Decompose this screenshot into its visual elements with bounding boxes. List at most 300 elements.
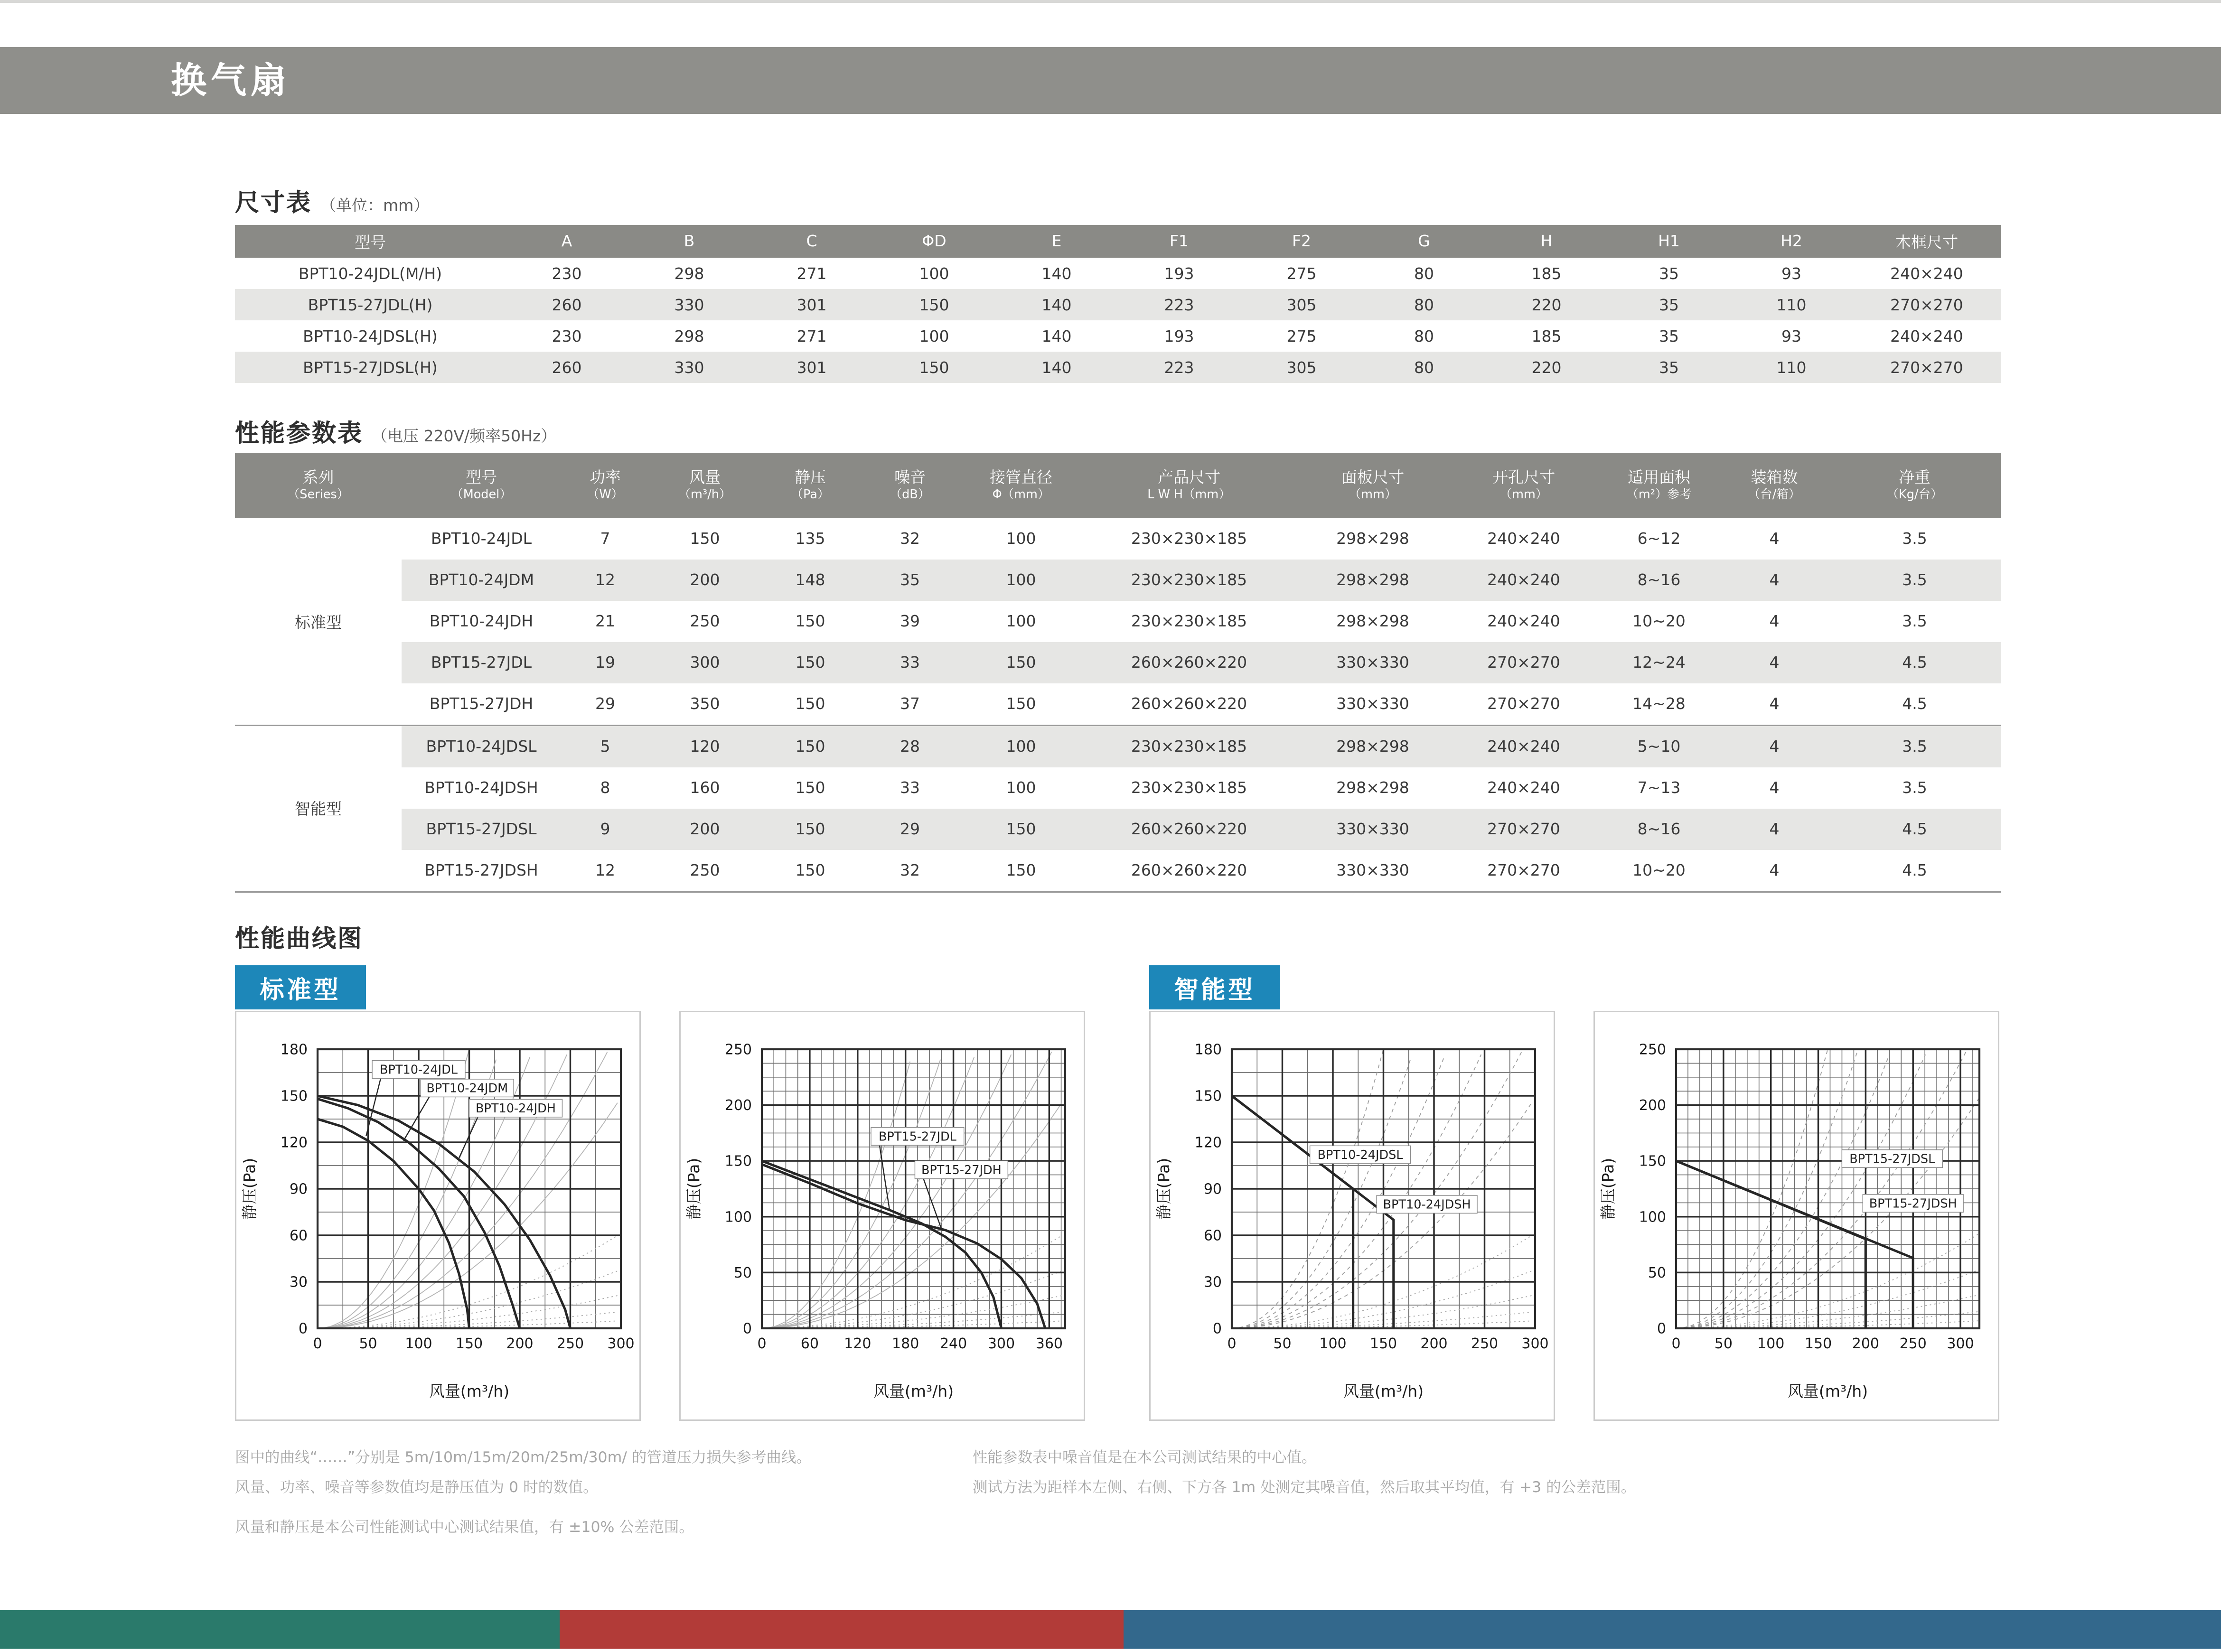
table-cell: 330 <box>674 295 704 314</box>
svg-text:120: 120 <box>844 1335 872 1352</box>
column-header: H2 <box>1781 232 1802 251</box>
svg-text:0: 0 <box>1657 1320 1666 1337</box>
svg-text:BPT10-24JDH: BPT10-24JDH <box>476 1101 556 1116</box>
table-cell: 100 <box>919 264 949 283</box>
table-cell: 100 <box>1006 612 1036 631</box>
table-cell: 230×230×185 <box>1131 737 1247 756</box>
grid <box>1676 1049 1979 1328</box>
table-cell: 4 <box>1769 530 1780 548</box>
table-cell: 250 <box>690 861 720 880</box>
table-cell: 220 <box>1531 358 1562 377</box>
table-cell: 270×270 <box>1487 861 1560 880</box>
table-cell: 240×240 <box>1487 612 1560 631</box>
column-header-line1: 净重 <box>1899 468 1930 487</box>
svg-text:100: 100 <box>1639 1209 1666 1226</box>
table-cell: 230×230×185 <box>1131 779 1247 797</box>
column-header <box>561 453 649 518</box>
major-grid <box>1232 1049 1535 1328</box>
table-cell: 8~16 <box>1637 571 1681 589</box>
svg-text:240: 240 <box>939 1335 967 1352</box>
table-cell: 150 <box>1006 653 1036 672</box>
table-cell: 298×298 <box>1336 612 1409 631</box>
svg-text:200: 200 <box>1852 1335 1880 1352</box>
column-header <box>402 453 561 518</box>
table-cell: 4 <box>1769 861 1780 880</box>
table-cell: 80 <box>1414 295 1434 314</box>
chart-smart-bpt15 <box>1593 1011 1999 1421</box>
svg-text:0: 0 <box>298 1320 308 1337</box>
note-line: 风量和静压是本公司性能测试中心测试结果值，有 ±10% 公差范围。 <box>235 1519 694 1536</box>
column-header <box>235 453 402 518</box>
svg-text:120: 120 <box>1194 1134 1222 1151</box>
table-cell: 110 <box>1776 358 1807 377</box>
svg-text:0: 0 <box>1671 1335 1681 1352</box>
table-cell: 298×298 <box>1336 779 1409 797</box>
table-row <box>402 518 2001 560</box>
y-axis-label: 静压(Pa) <box>240 1157 259 1220</box>
table-cell: 250 <box>690 612 720 631</box>
column-header-line1: 噪音 <box>894 468 926 487</box>
table-cell: 150 <box>795 861 825 880</box>
table-row <box>402 560 2001 601</box>
table-cell: BPT15-27JDL <box>431 653 532 672</box>
table-cell: 150 <box>1006 861 1036 880</box>
table-cell: 35 <box>1659 264 1679 283</box>
table-cell: 80 <box>1414 264 1434 283</box>
table-cell: 39 <box>900 612 920 631</box>
table-cell: 3.5 <box>1902 571 1927 589</box>
table-cell: 14~28 <box>1632 695 1686 713</box>
table-cell: 230×230×185 <box>1131 571 1247 589</box>
curve-labels <box>1310 1146 1477 1213</box>
grid <box>762 1049 1065 1328</box>
svg-text:0: 0 <box>757 1335 767 1352</box>
svg-text:BPT15-27JDSL: BPT15-27JDSL <box>1849 1152 1935 1167</box>
table-row <box>402 683 2001 725</box>
page-header <box>0 47 2221 114</box>
svg-text:250: 250 <box>724 1041 752 1058</box>
table-cell: 260×260×220 <box>1131 695 1247 713</box>
column-header-line2: （Series） <box>287 487 349 502</box>
table-row <box>402 850 2001 891</box>
table-cell: BPT10-24JDSH <box>424 779 538 797</box>
svg-text:150: 150 <box>280 1088 308 1105</box>
note-line: 测试方法为距样本左侧、右侧、下方各 1m 处测定其噪音值，然后取其平均值，有 +3 的公差范围。 <box>973 1479 1636 1496</box>
column-header: F2 <box>1292 232 1311 251</box>
table-cell: 140 <box>1041 264 1072 283</box>
footer-color-bar <box>0 1610 2221 1649</box>
table-cell: 10~20 <box>1632 861 1686 880</box>
column-header-line2: （W） <box>587 487 624 502</box>
svg-text:200: 200 <box>724 1097 752 1114</box>
table-cell: 305 <box>1286 358 1317 377</box>
table-cell: 240×240 <box>1487 530 1560 548</box>
table-cell: 200 <box>690 820 720 839</box>
table-cell: 260 <box>552 358 582 377</box>
table-row <box>402 725 2001 767</box>
table-cell: 223 <box>1164 295 1194 314</box>
table-cell: 100 <box>1006 571 1036 589</box>
table-cell: 37 <box>900 695 920 713</box>
table-cell: 100 <box>1006 530 1036 548</box>
svg-text:100: 100 <box>1757 1335 1785 1352</box>
note-line: 风量、功率、噪音等参数值均是静压值为 0 时的数值。 <box>235 1479 598 1496</box>
table-cell: 305 <box>1286 295 1317 314</box>
table-cell: 140 <box>1041 295 1072 314</box>
svg-text:50: 50 <box>1273 1335 1292 1352</box>
column-header-line2: （mm） <box>1349 487 1397 502</box>
svg-text:250: 250 <box>1639 1041 1666 1058</box>
table-cell: 8~16 <box>1637 820 1681 839</box>
chart-svg <box>236 1012 639 1419</box>
column-header-line2: （mm） <box>1499 487 1548 502</box>
column-header <box>1082 453 1296 518</box>
table-cell: 200 <box>690 571 720 589</box>
column-header-line2: Φ（mm） <box>992 487 1050 502</box>
x-axis-label: 风量(m³/h) <box>429 1382 510 1400</box>
table-cell: 4 <box>1769 653 1780 672</box>
column-header: E <box>1051 232 1062 251</box>
table-cell: 12 <box>595 571 615 589</box>
table-cell: 28 <box>900 737 920 756</box>
svg-text:90: 90 <box>289 1181 308 1198</box>
table-cell: 298 <box>674 264 704 283</box>
svg-text:50: 50 <box>1714 1335 1733 1352</box>
table-cell: BPT10-24JDL(M/H) <box>298 264 442 283</box>
table-cell: BPT15-27JDL(H) <box>308 295 433 314</box>
table-cell: 3.5 <box>1902 779 1927 797</box>
column-header <box>1450 453 1598 518</box>
table-cell: 240×240 <box>1890 327 1963 345</box>
svg-text:BPT15-27JDL: BPT15-27JDL <box>878 1129 956 1144</box>
svg-text:90: 90 <box>1203 1181 1222 1198</box>
column-header: 木框尺寸 <box>1895 233 1958 252</box>
table-cell: 5 <box>600 737 610 756</box>
table-row <box>235 320 2001 352</box>
svg-text:200: 200 <box>1420 1335 1448 1352</box>
svg-text:60: 60 <box>1203 1227 1222 1244</box>
table-cell: 240×240 <box>1487 779 1560 797</box>
table-cell: 230×230×185 <box>1131 530 1247 548</box>
column-header: C <box>806 232 817 251</box>
table-cell: 110 <box>1776 295 1807 314</box>
svg-text:0: 0 <box>313 1335 322 1352</box>
svg-text:360: 360 <box>1035 1335 1063 1352</box>
table-row <box>402 642 2001 683</box>
svg-text:200: 200 <box>1639 1097 1666 1114</box>
table-cell: 150 <box>1006 695 1036 713</box>
table-cell: 4 <box>1769 571 1780 589</box>
svg-text:BPT15-27JDSH: BPT15-27JDSH <box>1869 1196 1957 1211</box>
table-cell: 275 <box>1286 264 1317 283</box>
column-header-line1: 功率 <box>590 468 621 487</box>
table-cell: 350 <box>690 695 720 713</box>
svg-text:150: 150 <box>1194 1088 1222 1105</box>
table-cell: 12 <box>595 861 615 880</box>
column-header-line1: 开孔尺寸 <box>1492 468 1555 487</box>
table-row <box>402 601 2001 642</box>
table-row <box>235 258 2001 289</box>
table-cell: 8 <box>600 779 610 797</box>
chart-svg <box>1151 1012 1554 1419</box>
table-cell: 193 <box>1164 327 1194 345</box>
table-cell: 330×330 <box>1336 861 1409 880</box>
column-header-line2: L W H（mm） <box>1147 487 1231 502</box>
table-cell: 330×330 <box>1336 820 1409 839</box>
table-cell: 150 <box>1006 820 1036 839</box>
svg-text:30: 30 <box>289 1274 308 1291</box>
column-header-line1: 系列 <box>302 468 334 487</box>
table-cell: 230 <box>552 327 582 345</box>
table-cell: 35 <box>1659 327 1679 345</box>
table-cell: 35 <box>1659 358 1679 377</box>
column-header: H <box>1540 232 1553 251</box>
svg-text:60: 60 <box>289 1227 308 1244</box>
table-cell: BPT10-24JDH <box>429 612 534 631</box>
table-cell: 300 <box>690 653 720 672</box>
svg-text:300: 300 <box>1947 1335 1974 1352</box>
svg-text:0: 0 <box>1212 1320 1222 1337</box>
svg-text:50: 50 <box>733 1264 752 1281</box>
table-cell: 32 <box>900 530 920 548</box>
table-cell: 3.5 <box>1902 612 1927 631</box>
page-title: 换气扇 <box>171 60 291 101</box>
chart-standard-bpt10 <box>235 1011 641 1421</box>
table-cell: 275 <box>1286 327 1317 345</box>
table-cell: 150 <box>919 295 949 314</box>
table-cell: BPT15-27JDSL <box>426 820 537 839</box>
y-axis-label: 静压(Pa) <box>1154 1157 1173 1220</box>
svg-text:BPT15-27JDH: BPT15-27JDH <box>921 1163 1002 1178</box>
table-cell: 19 <box>595 653 615 672</box>
table-cell: 150 <box>795 779 825 797</box>
table-cell: 270×270 <box>1890 295 1963 314</box>
svg-text:30: 30 <box>1203 1274 1222 1291</box>
table-cell: 271 <box>797 327 827 345</box>
svg-text:50: 50 <box>359 1335 377 1352</box>
chart-standard-bpt15 <box>679 1011 1085 1421</box>
table-cell: 270×270 <box>1890 358 1963 377</box>
table-cell: 33 <box>900 779 920 797</box>
svg-text:150: 150 <box>455 1335 483 1352</box>
table-cell: 10~20 <box>1632 612 1686 631</box>
table-cell: 80 <box>1414 358 1434 377</box>
performance-rows <box>402 518 2001 891</box>
table-cell: 80 <box>1414 327 1434 345</box>
table-cell: 298×298 <box>1336 530 1409 548</box>
table-cell: 4 <box>1769 820 1780 839</box>
table-cell: 4.5 <box>1902 861 1927 880</box>
table-cell: 35 <box>1659 295 1679 314</box>
table-row <box>235 352 2001 383</box>
column-header-line1: 适用面积 <box>1628 468 1690 487</box>
dimensions-title: 尺寸表 <box>235 189 312 218</box>
table-cell: 330 <box>674 358 704 377</box>
section-title-performance <box>235 413 556 448</box>
table-cell: 160 <box>690 779 720 797</box>
table-cell: 12~24 <box>1632 653 1686 672</box>
table-cell: BPT10-24JDM <box>428 571 534 589</box>
column-header-line2: （dB） <box>890 487 930 502</box>
svg-text:300: 300 <box>987 1335 1015 1352</box>
table-cell: 150 <box>795 653 825 672</box>
svg-text:180: 180 <box>280 1041 308 1058</box>
table-cell: 21 <box>595 612 615 631</box>
table-cell: 29 <box>595 695 615 713</box>
table-cell: 140 <box>1041 327 1072 345</box>
svg-text:180: 180 <box>892 1335 919 1352</box>
table-cell: 3.5 <box>1902 530 1927 548</box>
column-header-line1: 产品尺寸 <box>1158 468 1220 487</box>
svg-text:180: 180 <box>1194 1041 1222 1058</box>
table-cell: 7~13 <box>1637 779 1681 797</box>
curve-labels <box>871 1128 1008 1229</box>
x-axis-label: 风量(m³/h) <box>1787 1382 1868 1400</box>
series-group-cell: 标准型 <box>235 518 402 725</box>
performance-table <box>235 453 2001 893</box>
table-cell: 29 <box>900 820 920 839</box>
series-column <box>235 518 402 891</box>
table-cell: 240×240 <box>1487 737 1560 756</box>
footer-bar-green <box>0 1610 560 1649</box>
table-row <box>402 809 2001 850</box>
performance-table-body <box>235 518 2001 893</box>
table-cell: 240×240 <box>1890 264 1963 283</box>
notes-left <box>235 1444 811 1543</box>
table-cell: 301 <box>797 295 827 314</box>
table-cell: 32 <box>900 861 920 880</box>
svg-text:BPT10-24JDSL: BPT10-24JDSL <box>1317 1148 1403 1163</box>
chart-smart-bpt10 <box>1149 1011 1555 1421</box>
svg-text:200: 200 <box>506 1335 534 1352</box>
section-title-curves <box>235 918 363 954</box>
svg-text:100: 100 <box>1319 1335 1347 1352</box>
note-line: 图中的曲线“……”分别是 5m/10m/15m/20m/25m/30m/ 的管道压力损失参考曲线。 <box>235 1449 811 1466</box>
column-header-line2: （Kg/台） <box>1886 487 1943 502</box>
y-axis-label: 静压(Pa) <box>1599 1157 1617 1220</box>
table-cell: 220 <box>1531 295 1562 314</box>
footer-bar-red <box>560 1610 1123 1649</box>
table-cell: 93 <box>1781 264 1801 283</box>
table-header-row <box>235 225 2001 258</box>
column-header <box>1828 453 2001 518</box>
column-header-line2: （Pa） <box>791 487 830 502</box>
table-cell: 4 <box>1769 779 1780 797</box>
table-cell: 5~10 <box>1637 737 1681 756</box>
table-cell: 135 <box>795 530 825 548</box>
svg-text:0: 0 <box>1227 1335 1237 1352</box>
table-cell: 301 <box>797 358 827 377</box>
table-cell: 120 <box>690 737 720 756</box>
svg-text:150: 150 <box>1639 1153 1666 1170</box>
table-cell: 298 <box>674 327 704 345</box>
table-cell: 150 <box>690 530 720 548</box>
table-cell: 298×298 <box>1336 737 1409 756</box>
svg-text:0: 0 <box>742 1320 752 1337</box>
table-cell: BPT15-27JDH <box>429 695 534 713</box>
table-cell: 150 <box>795 737 825 756</box>
svg-text:100: 100 <box>724 1209 752 1226</box>
table-cell: 270×270 <box>1487 820 1560 839</box>
table-cell: 271 <box>797 264 827 283</box>
table-cell: 100 <box>1006 779 1036 797</box>
table-cell: 35 <box>900 571 920 589</box>
svg-text:150: 150 <box>1369 1335 1397 1352</box>
table-cell: 150 <box>795 695 825 713</box>
table-cell: BPT10-24JDL <box>431 530 532 548</box>
table-header-row <box>235 453 2001 518</box>
table-cell: 270×270 <box>1487 653 1560 672</box>
svg-text:BPT10-24JDL: BPT10-24JDL <box>380 1063 458 1077</box>
series-group-cell: 智能型 <box>235 725 402 891</box>
svg-text:250: 250 <box>556 1335 584 1352</box>
table-cell: BPT15-27JDSH <box>424 861 538 880</box>
y-axis-label: 静压(Pa) <box>684 1157 703 1220</box>
column-header-line2: （m²）参考 <box>1626 487 1692 502</box>
column-header-line1: 静压 <box>795 468 826 487</box>
curve-labels <box>366 1061 562 1158</box>
table-cell: 150 <box>919 358 949 377</box>
column-header: B <box>684 232 695 251</box>
svg-text:300: 300 <box>607 1335 635 1352</box>
table-cell: 100 <box>1006 737 1036 756</box>
table-cell: 93 <box>1781 327 1801 345</box>
chart-svg <box>1595 1012 1998 1419</box>
table-cell: 4 <box>1769 612 1780 631</box>
table-cell: 33 <box>900 653 920 672</box>
table-cell: 3.5 <box>1902 737 1927 756</box>
table-cell: 230×230×185 <box>1131 612 1247 631</box>
table-cell: 260×260×220 <box>1131 653 1247 672</box>
column-header: A <box>561 232 572 251</box>
column-header: G <box>1418 232 1430 251</box>
table-cell: 260×260×220 <box>1131 820 1247 839</box>
section-title-dimensions <box>235 182 429 218</box>
column-header-line2: （Model） <box>451 487 512 502</box>
column-header-line1: 型号 <box>466 468 497 487</box>
dimensions-unit-note: （单位：mm） <box>320 196 430 215</box>
dimensions-table <box>235 225 2001 383</box>
table-cell: 150 <box>795 612 825 631</box>
column-header <box>960 453 1082 518</box>
table-cell: 185 <box>1531 327 1562 345</box>
column-header <box>1598 453 1720 518</box>
column-header: H1 <box>1658 232 1680 251</box>
notes-right <box>973 1444 1636 1503</box>
column-header: ΦD <box>922 232 947 251</box>
svg-text:100: 100 <box>405 1335 432 1352</box>
column-header <box>860 453 960 518</box>
column-header <box>1720 453 1828 518</box>
x-axis-label: 风量(m³/h) <box>1343 1382 1424 1400</box>
performance-subtitle: （电压 220V/频率50Hz） <box>372 427 557 446</box>
x-axis-label: 风量(m³/h) <box>873 1382 954 1400</box>
svg-text:50: 50 <box>1648 1264 1666 1281</box>
table-cell: BPT10-24JDSL(H) <box>303 327 438 345</box>
table-cell: 298×298 <box>1336 571 1409 589</box>
chart-svg <box>681 1012 1084 1419</box>
table-cell: 330×330 <box>1336 695 1409 713</box>
svg-text:60: 60 <box>800 1335 819 1352</box>
column-header: 型号 <box>355 233 386 252</box>
column-header-line1: 面板尺寸 <box>1341 468 1404 487</box>
table-cell: 270×270 <box>1487 695 1560 713</box>
svg-text:BPT10-24JDSH: BPT10-24JDSH <box>1383 1197 1471 1212</box>
table-cell: 193 <box>1164 264 1194 283</box>
column-header-line1: 风量 <box>689 468 721 487</box>
column-header-line2: （台/箱） <box>1748 487 1801 502</box>
badge-smart-type: 智能型 <box>1149 965 1280 1009</box>
